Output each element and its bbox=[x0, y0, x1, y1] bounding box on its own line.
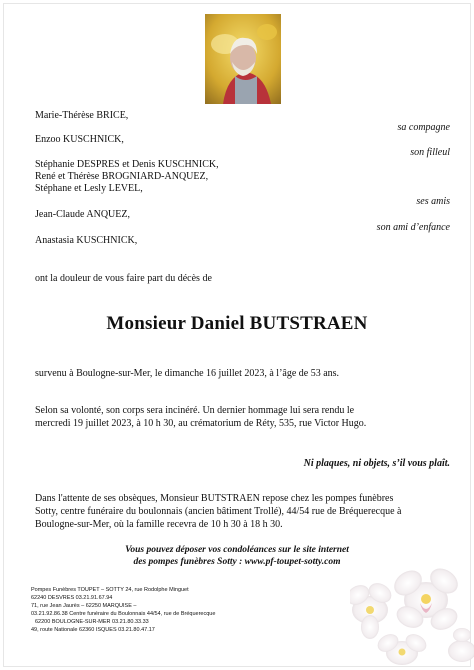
rest-line-1: Dans l'attente de ses obsèques, Monsieur BUTSTRAEN repose chez les pompes funèbres bbox=[35, 493, 394, 504]
portrait-image bbox=[205, 14, 281, 104]
condolences-line-2: des pompes funèbres Sotty : www.pf-toupet-sotty.com bbox=[133, 557, 341, 567]
footer-line-2: 62240 DESVRES 03.21.91.67.94 bbox=[31, 595, 113, 601]
family-name-3a: Stéphanie DESPRES et Denis KUSCHNICK, bbox=[35, 159, 219, 170]
family-name-1: Marie-Thérèse BRICE, bbox=[35, 110, 129, 121]
rest-line-3: Boulogne-sur-Mer, où la famille recevra de 10 h 30 à 18 h 30. bbox=[35, 519, 283, 530]
portrait-photo bbox=[205, 14, 281, 104]
family-name-3b: René et Thérèse BROGNIARD-ANQUEZ, bbox=[35, 171, 209, 182]
ceremony-line-1: Selon sa volonté, son corps sera incinéré. Un dernier hommage lui sera rendu le bbox=[35, 405, 355, 416]
death-details: survenu à Boulogne-sur-Mer, le dimanche 16 juillet 2023, à l’âge de 53 ans. bbox=[35, 368, 340, 379]
family-name-3c: Stéphane et Lesly LEVEL, bbox=[35, 183, 143, 194]
family-name-2: Enzoo KUSCHNICK, bbox=[35, 134, 124, 145]
role-childhood-friend: son ami d’enfance bbox=[376, 222, 450, 233]
footer-line-6: 49, route Nationale 62360 ISQUES 03.21.80.47.17 bbox=[31, 627, 155, 633]
deceased-name: Monsieur Daniel BUTSTRAEN bbox=[106, 313, 368, 334]
family-name-5: Anastasia KUSCHNICK, bbox=[35, 235, 138, 246]
footer-line-5: 62200 BOULOGNE-SUR-MER 03.21.80.33.33 bbox=[35, 619, 149, 625]
family-name-4: Jean-Claude ANQUEZ, bbox=[35, 209, 130, 220]
role-godson: son filleul bbox=[410, 147, 450, 158]
footer-line-4: 03.21.92.86.38 Centre funéraire du Boulonnais 44/54, rue de Bréquerecque bbox=[31, 611, 216, 617]
footer-line-1: Pompes Funèbres TOUPET – SOTTY 24, rue Rodolphe Minguet bbox=[31, 587, 189, 593]
footer-line-3: 71, rue Jean Jaurès – 62250 MARQUISE – bbox=[31, 603, 137, 609]
role-friends: ses amis bbox=[416, 196, 450, 207]
no-flowers-notice: Ni plaques, ni objets, s’il vous plaît. bbox=[303, 458, 450, 469]
rest-line-2: Sotty, centre funéraire du boulonnais (ancien bâtiment Trollé), 44/54 rue de Bréquerecque à bbox=[35, 506, 402, 517]
intro-text: ont la douleur de vous faire part du décès de bbox=[35, 273, 212, 284]
ceremony-line-2: mercredi 19 juillet 2023, à 10 h 30, au crématorium de Réty, 535, rue Victor Hugo. bbox=[35, 418, 367, 429]
role-companion: sa compagne bbox=[397, 122, 450, 133]
condolences-line-1: Vous pouvez déposer vos condoléances sur le site internet bbox=[125, 545, 349, 555]
orchid-flowers-decoration bbox=[350, 555, 474, 670]
